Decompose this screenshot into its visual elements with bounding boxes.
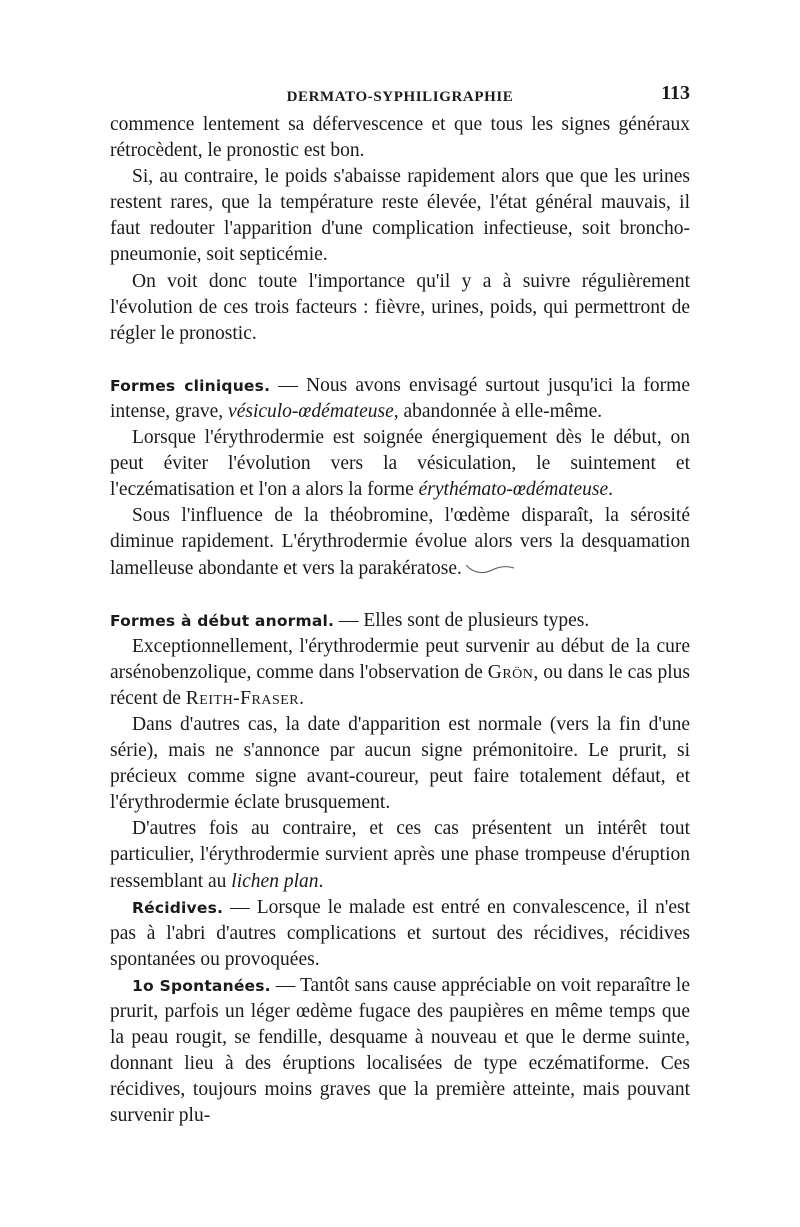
paragraph-text: Lorsque l'érythrodermie est soignée énergiquement dès le début, on peut éviter l'évolution vers la vésiculation, le suintement et l'eczématisation et l'on a alors la forme (110, 427, 690, 501)
paragraph-text: . (608, 479, 614, 501)
paragraph-importance: On voit donc toute l'importance qu'il y a à suivre régulièrement l'évolution de ces trois facteurs : fièvre, urines, poids, qui permettront de régler le pronostic. (110, 270, 690, 344)
italic-term: vésiculo-œdémateuse (228, 400, 394, 422)
running-title: DERMATO-SYPHILIGRAPHIE (286, 89, 514, 105)
italic-term: lichen plan (231, 870, 319, 892)
pen-mark-icon (464, 562, 516, 576)
section-text: — Tantôt sans cause appréciable on voit reparaître le prurit, parfois un léger œdème fugace des paupières en même temps que la peau rougit, se fendille, desquame à nouveau et que le derme suinte, donnant lieu à des éruptions localisées de type eczématiforme. Ces récidives, toujours moins graves que la première atteinte, mais pouvant survenir plu- (110, 974, 690, 1127)
paragraph-contrary: Si, au contraire, le poids s'abaisse rapidement alors que que les urines restent rares, que la température reste élevée, l'état général mauvais, il faut redouter l'apparition d'une complication infectieuse, soit broncho-pneumonie, soit septicémie. (110, 166, 690, 266)
section-recidives (110, 895, 690, 973)
section-heading: Formes à début anormal. (110, 611, 335, 630)
section-text: , abandonnée à elle-même. (393, 400, 603, 422)
section-heading: Formes cliniques. (110, 376, 271, 395)
paragraph-theobromine (110, 503, 690, 581)
author-name: Grön (487, 661, 534, 683)
section-heading: 1o Spontanées. (132, 976, 271, 995)
paragraph-exceptional (110, 634, 690, 712)
page-number: 113 (661, 82, 690, 104)
book-page (110, 78, 690, 1129)
paragraph-text: , ou dans le cas plus récent de (110, 661, 690, 709)
section-spontanees (110, 973, 690, 1130)
paragraph-text: D'autres fois au contraire, et ces cas présentent un intérêt tout particulier, l'érythrodermie survient après une phase trompeuse d'éruption ressemblant au (110, 818, 690, 892)
paragraph-pronostic-end: commence lentement sa défervescence et que tous les signes généraux rétrocèdent, le pronostic est bon. (110, 114, 690, 162)
section-formes-cliniques (110, 373, 690, 425)
body-text (110, 112, 690, 1129)
section-spacer (110, 582, 690, 608)
page-header (110, 78, 690, 112)
paragraph-text: Exceptionnellement, l'érythrodermie peut survenir au début de la cure arsénobenzolique, comme dans l'observation de (110, 635, 690, 683)
section-text: — Nous avons envisagé surtout jusqu'ici la forme intense, grave, (110, 374, 690, 422)
section-text: — Elles sont de plusieurs types. (334, 609, 590, 631)
paragraph-treatment (110, 425, 690, 503)
author-name: Reith-Fraser (185, 687, 300, 709)
paragraph-text: . (299, 687, 305, 709)
italic-term: érythémato-œdémateuse (418, 479, 609, 501)
section-spacer (110, 347, 690, 373)
paragraph-text: Sous l'influence de la théobromine, l'œdème disparaît, la sérosité diminue rapidement. L'érythrodermie évolue alors vers la desquamation lamelleuse abondante et vers la parakératose. (110, 505, 690, 579)
section-debut-anormal (110, 608, 690, 634)
paragraph-lichen (110, 816, 690, 894)
paragraph-other-cases: Dans d'autres cas, la date d'apparition est normale (vers la fin d'une série), mais ne s'annonce par aucun signe prémonitoire. Le prurit, si précieux comme signe avant-coureur, peut faire totalement défaut, et l'érythrodermie éclate brusquement. (110, 713, 690, 814)
section-heading: Récidives. (132, 898, 224, 917)
section-text: — Lorsque le malade est entré en convalescence, il n'est pas à l'abri d'autres complications et surtout des récidives, récidives spontanées ou provoquées. (110, 896, 690, 970)
paragraph-text: . (318, 870, 324, 892)
